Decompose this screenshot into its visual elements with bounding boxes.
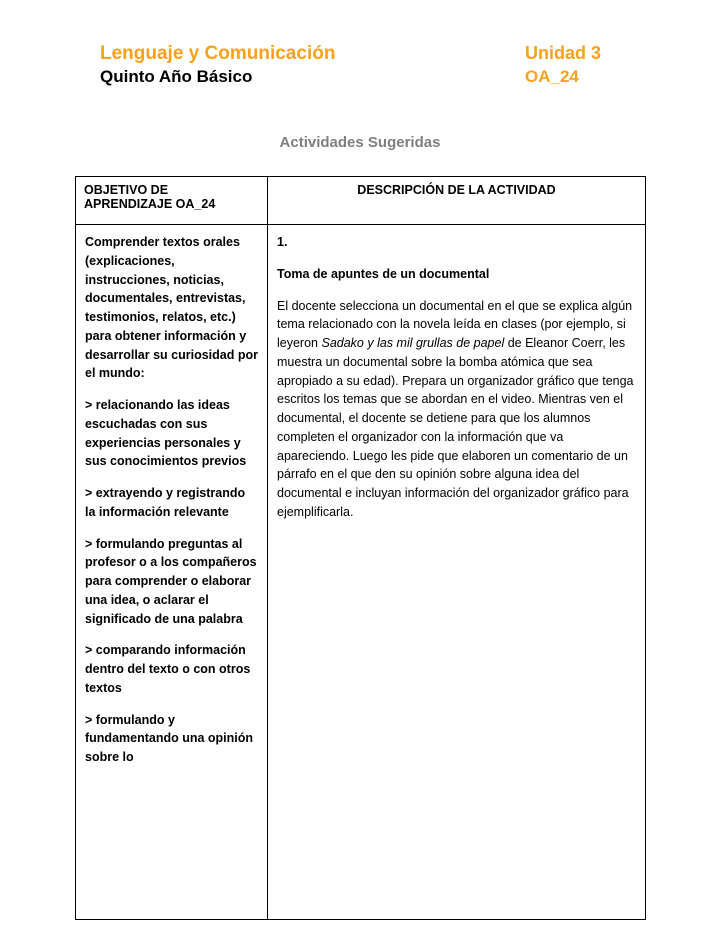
activity-title: Toma de apuntes de un documental (277, 266, 490, 281)
grade-label: Quinto Año Básico (100, 66, 253, 86)
objective-bullet: > comparando información dentro del texto o con otros textos (85, 643, 251, 695)
table-header-row (76, 177, 646, 225)
oa-label: OA_24 (525, 66, 579, 86)
objective-column-header: OBJETIVO DE APRENDIZAJE OA_24 (76, 177, 268, 225)
activities-table (75, 176, 646, 920)
objective-bullet: > extrayendo y registrando la información relevante (85, 486, 246, 519)
paragraph-segment: de Eleanor Coerr, les muestra un documental sobre la bomba atómica que sea apropiado a su edad). Prepara un organizador gráfico que tenga escritos los temas que se abordan en el video. Mientras ven el documental, el docente se detiene para que los alumnos completen el organizador con la información que va apareciendo. Luego les pide que elaboren un comentario de un párrafo en el que den su opinión sobre alguna idea del documental e incluyan información del organizador gráfico para ejemplificarla. (277, 336, 634, 519)
objective-cell (76, 225, 268, 920)
description-column-header: DESCRIPCIÓN DE LA ACTIVIDAD (268, 177, 646, 225)
paragraph-segment: El docente selecciona un documental en el que se explica algún tema relacionado con la novela leída en clases (por ejemplo, si leyeron (277, 298, 633, 350)
subject-title: Lenguaje y Comunicación (100, 43, 336, 64)
activity-number: 1. (277, 235, 288, 249)
activity-paragraph (277, 297, 636, 522)
objective-bullet: > formulando preguntas al profesor o a los compañeros para comprender o elaborar una idea, o aclarar el significado de una palabra (85, 536, 257, 626)
description-cell (268, 225, 646, 920)
book-title-italic: Sadako y las mil grullas de papel (321, 336, 505, 350)
table-row (76, 225, 646, 920)
page-title: Actividades Sugeridas (279, 133, 441, 151)
objective-intro: Comprender textos orales (explicaciones, instrucciones, noticias, documentales, entrevistas, testimonios, relatos, etc.) para obtener información y desarrollar su curiosidad por el mundo: (85, 235, 258, 381)
objective-bullet: > relacionando las ideas escuchadas con sus experiencias personales y sus conocimientos previos (85, 398, 247, 469)
objective-bullet: > formulando y fundamentando una opinión sobre lo (85, 712, 254, 764)
unit-label: Unidad 3 (525, 43, 602, 63)
document-header (0, 0, 720, 88)
